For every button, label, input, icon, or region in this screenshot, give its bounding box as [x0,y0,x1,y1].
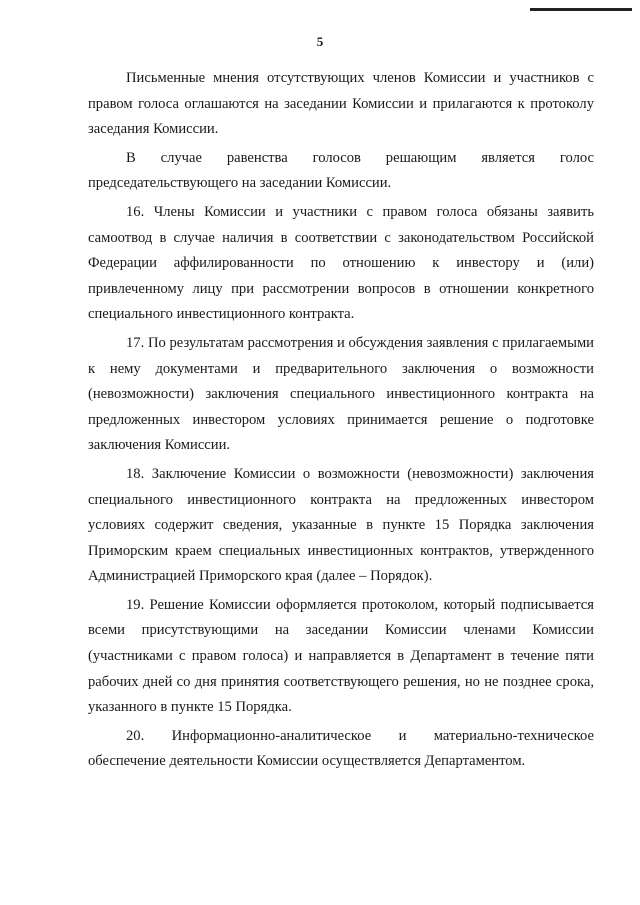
paragraph-19: 19. Решение Комиссии оформляется протоколом, который подписывается всеми присутствующими на заседании Комиссии членами Комиссии (участниками с правом голоса) и направляется в Департамент в течение пяти рабочих дней со дня принятия соответствующего решения, но не позднее срока, указанного в пункте 15 Порядка. [88,596,594,716]
page-number: 5 [316,34,324,49]
paragraph-17: 17. По результатам рассмотрения и обсуждения заявления с прилагаемыми к нему документами и предварительного заключения о возможности (невозможности) заключения специального инвестиционного контракта на предложенных инвестором условиях принимается решение о подготовке заключения Комиссии. [88,334,594,454]
paragraph-18: 18. Заключение Комиссии о возможности (невозможности) заключения специального инвестиционного контракта на предложенных инвестором условиях содержит сведения, указанные в пункте 15 Порядка заключения Приморским краем специальных инвестиционных контрактов, утвержденного Администрацией Приморского края (далее – Порядок). [88,465,594,585]
document-body [88,66,594,778]
paragraph-20: 20. Информационно-аналитическое и материально-техническое обеспечение деятельности Комиссии осуществляется Департаментом. [88,727,594,770]
paragraph-tie-vote: В случае равенства голосов решающим является голос председательствующего на заседании Комиссии. [88,149,594,192]
paragraph-written-opinions: Письменные мнения отсутствующих членов Комиссии и участников с правом голоса оглашаются на заседании Комиссии и прилагаются к протоколу заседания Комиссии. [88,70,594,138]
paragraph-16: 16. Члены Комиссии и участники с правом голоса обязаны заявить самоотвод в случае наличия в соответствии с законодательством Российской Федерации аффилированности по отношению к инвестору и (или) привлеченному лицу при рассмотрении вопросов в отношении конкретного специального инвестиционного контракта. [88,203,594,323]
header-rule [530,8,632,11]
